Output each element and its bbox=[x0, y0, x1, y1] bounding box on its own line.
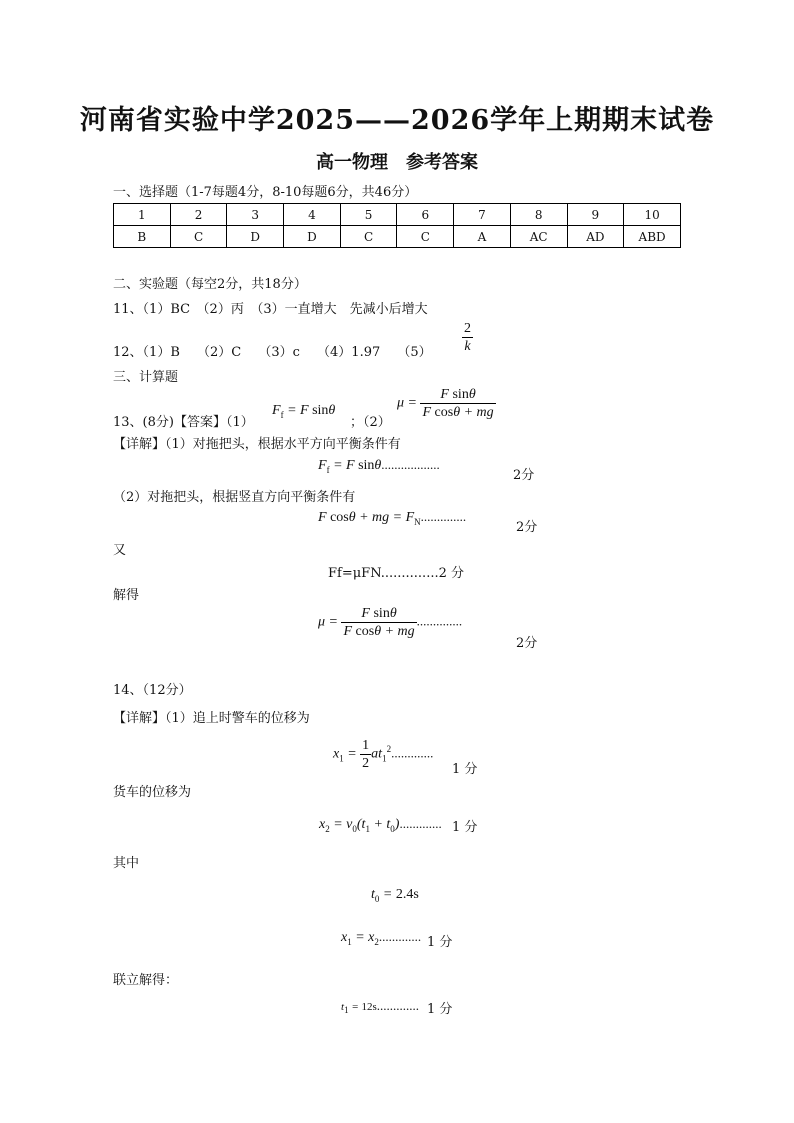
section1-heading: 一、选择题（1-7每题4分，8-10每题6分，共46分） bbox=[113, 185, 418, 200]
q14-t1-formula: $t_1 = 12s$............. bbox=[341, 998, 420, 1016]
q14-t1-value: 12s bbox=[361, 1001, 377, 1013]
question-number-cell: 6 bbox=[397, 204, 454, 226]
question-number-cell: 2 bbox=[170, 204, 227, 226]
answer-cell: AD bbox=[567, 226, 624, 248]
q13-answer2-formula: μ = $\frac{\text{F sinθ}}{\text{F cosθ + mg}}$ bbox=[397, 387, 494, 420]
q12-answer: 12、（1）B （2）C （3）c （4）1.97 （5） bbox=[113, 345, 432, 360]
q14-score-4: 1 分 bbox=[427, 1002, 453, 1017]
question-number-cell: 1 bbox=[114, 204, 171, 226]
section2-heading: 二、实验题（每空2分，共18分） bbox=[113, 277, 307, 292]
q14-detail: 【详解】（1）追上时警车的位移为 bbox=[113, 711, 310, 726]
section3-heading: 三、计算题 bbox=[113, 370, 179, 385]
q13-friction-equation: Ff=μFN..............2 分 bbox=[328, 566, 464, 581]
answer-cell: A bbox=[454, 226, 511, 248]
question-number-cell: 10 bbox=[624, 204, 681, 226]
question-number-cell: 5 bbox=[340, 204, 397, 226]
q14-header: 14、（12分） bbox=[113, 683, 192, 698]
answer-cell: ABD bbox=[624, 226, 681, 248]
answer-cell: D bbox=[284, 226, 341, 248]
q13-score-1: 2分 bbox=[513, 468, 535, 483]
q13-formula-vertical: F cosθ + mg = $F_N$.............. bbox=[318, 509, 467, 527]
page-title: 河南省实验中学2025——2026学年上期期末试卷 bbox=[79, 105, 715, 136]
q12-fraction bbox=[462, 320, 473, 355]
q14-score-2: 1 分 bbox=[452, 820, 478, 835]
q14-combine: 联立解得： bbox=[113, 973, 179, 988]
answer-cell: C bbox=[340, 226, 397, 248]
q13-formula-friction: $F_f = F$ sinθ.................. bbox=[318, 457, 440, 475]
question-number-cell: 7 bbox=[454, 204, 511, 226]
q14-among: 其中 bbox=[113, 856, 140, 871]
q14-score-3: 1 分 bbox=[427, 935, 453, 950]
q14-t0-value: 2.4s bbox=[395, 887, 419, 902]
answer-cell: B bbox=[114, 226, 171, 248]
answer-table-answers-row bbox=[114, 226, 681, 248]
q14-equal-displacement-formula: $x_1 = x_2$............. bbox=[341, 929, 422, 947]
q14-t0-formula: $t_0 = 2.4s$ bbox=[371, 887, 419, 904]
q13-answer1-formula: $F_f = F$ sinθ bbox=[272, 403, 336, 420]
q14-score-1: 1 分 bbox=[452, 762, 478, 777]
question-number-cell: 4 bbox=[284, 204, 341, 226]
answer-cell: C bbox=[170, 226, 227, 248]
q13-detail1: 【详解】（1）对拖把头，根据水平方向平衡条件有 bbox=[113, 437, 401, 452]
q13-solve: 解得 bbox=[113, 588, 140, 603]
q13-also: 又 bbox=[113, 543, 127, 558]
answer-table bbox=[113, 203, 681, 248]
page-subtitle: 高一物理 参考答案 bbox=[316, 152, 478, 173]
answer-cell: AC bbox=[510, 226, 567, 248]
answer-cell: D bbox=[227, 226, 284, 248]
q14-truck-label: 货车的位移为 bbox=[113, 785, 192, 800]
question-number-cell: 8 bbox=[510, 204, 567, 226]
q13-score-3: 2分 bbox=[516, 636, 538, 651]
q11-answer: 11、（1）BC （2）丙 （3）一直增大 先减小后增大 bbox=[113, 302, 428, 317]
question-number-cell: 3 bbox=[227, 204, 284, 226]
q13-detail2: （2）对拖把头，根据竖直方向平衡条件有 bbox=[113, 490, 356, 505]
q14-truck-displacement-formula: $x_2 = v_0(t_1 + t_0)$............. bbox=[319, 816, 442, 834]
q13-score-2: 2分 bbox=[516, 520, 538, 535]
q14-police-displacement-formula: $x_1$ = $\frac{1}{2}$ $at_1^2$............. bbox=[333, 738, 434, 771]
answer-cell: C bbox=[397, 226, 454, 248]
q13-intro: 13、(8分)【答案】（1） bbox=[113, 415, 254, 430]
q12-fraction-numerator: 2 bbox=[464, 321, 471, 336]
question-number-cell: 9 bbox=[567, 204, 624, 226]
q12-fraction-denominator: k bbox=[464, 339, 471, 354]
q13-separator: ；（2） bbox=[350, 415, 391, 430]
answer-table-numbers-row bbox=[114, 204, 681, 226]
q13-result-formula: μ = $\frac{\text{F sinθ}}{\text{F cosθ + mg}}$ .............. bbox=[318, 606, 463, 639]
